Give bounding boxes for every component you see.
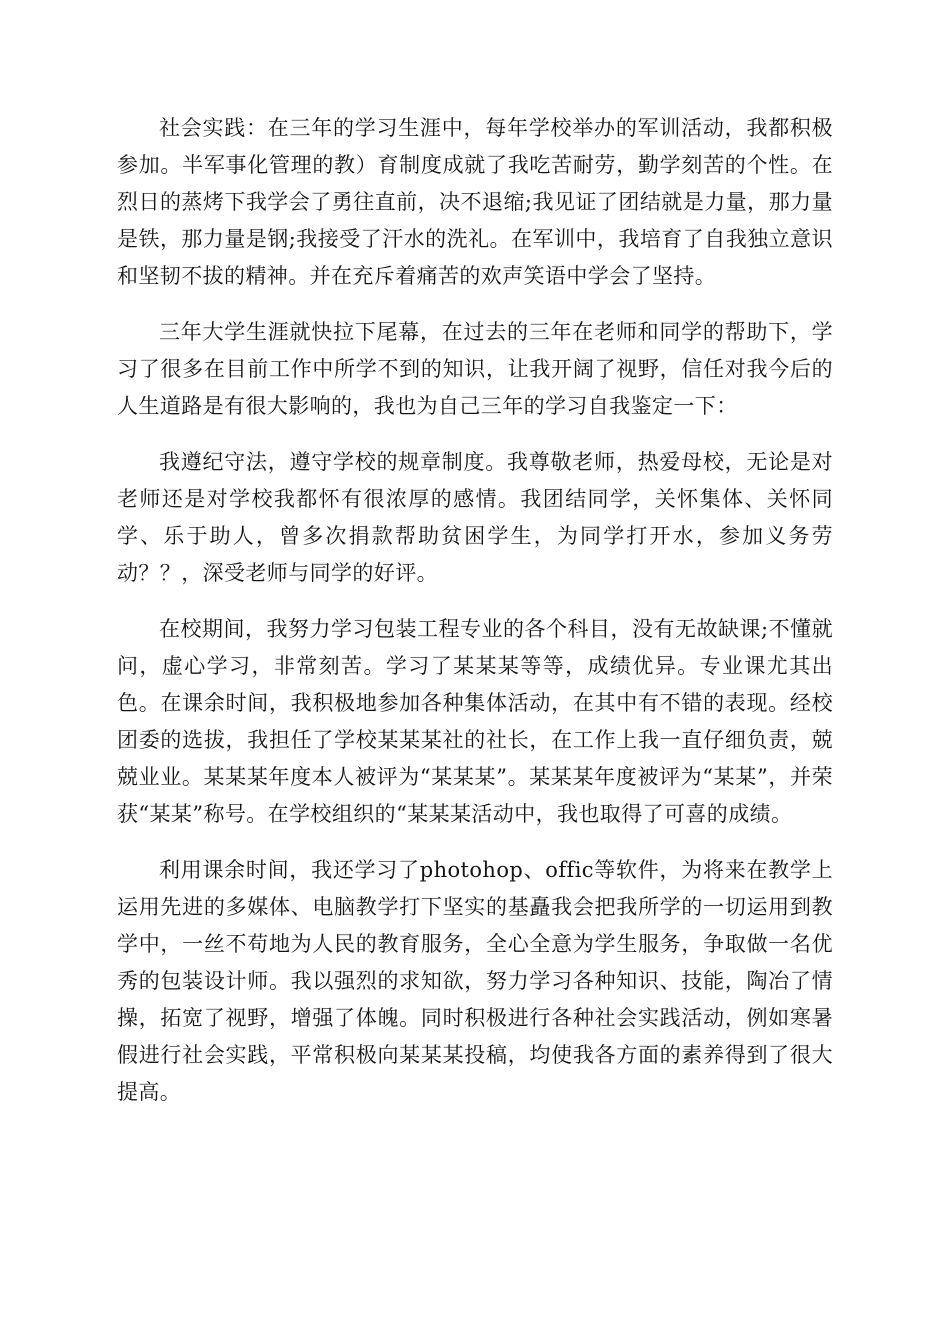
paragraph-self-evaluation-intro: 三年大学生涯就快拉下尾幕，在过去的三年在老师和同学的帮助下，学习了很多在目前工作中所学不到的知识，让我开阔了视野，信任对我今后的人生道路是有很大影响的，我也为自己三年的学习自我鉴定一下：	[117, 320, 833, 418]
paragraph-skills: 利用课余时间，我还学习了photohop、offic等软件，为将来在教学上运用先进的多媒体、电脑教学打下坚实的基矗我会把我所学的一切运用到教学中，一丝不苟地为人民的教育服务，全心全意为学生服务，争取做一名优秀的包装设计师。我以强烈的求知欲，努力学习各种知识、技能，陶冶了情操，拓宽了视野，增强了体魄。同时积极进行各种社会实践活动，例如寒暑假进行社会实践，平常积极向某某某投稿，均使我各方面的素养得到了很大提高。	[117, 858, 833, 1104]
paragraph-social-practice: 社会实践：在三年的学习生涯中，每年学校举办的军训活动，我都积极参加。半军事化管理的教）育制度成就了我吃苦耐劳，勤学刻苦的个性。在烈日的蒸烤下我学会了勇往直前，决不退缩;我见证了团结就是力量，那力量是铁，那力量是钢;我接受了汗水的洗礼。在军训中，我培育了自我独立意识和坚韧不拔的精神。并在充斥着痛苦的欢声笑语中学会了坚持。	[117, 116, 833, 288]
document-body	[117, 110, 833, 1130]
paragraph-conduct: 我遵纪守法，遵守学校的规章制度。我尊敬老师，热爱母校，无论是对老师还是对学校我都怀有很浓厚的感情。我团结同学，关怀集体、关怀同学、乐于助人，曾多次捐款帮助贫困学生，为同学打开水，参加义务劳动？？，深受老师与同学的好评。	[117, 450, 833, 585]
paragraph-academics: 在校期间，我努力学习包装工程专业的各个科目，没有无故缺课;不懂就问，虚心学习，非常刻苦。学习了某某某等等，成绩优异。专业课尤其出色。在课余时间，我积极地参加各种集体活动，在其中有不错的表现。经校团委的选拔，我担任了学校某某某社的社长，在工作上我一直仔细负责，兢兢业业。某某某年度本人被评为“某某某”。某某某年度被评为“某某”，并荣获“某某”称号。在学校组织的“某某某活动中，我也取得了可喜的成绩。	[117, 617, 833, 826]
